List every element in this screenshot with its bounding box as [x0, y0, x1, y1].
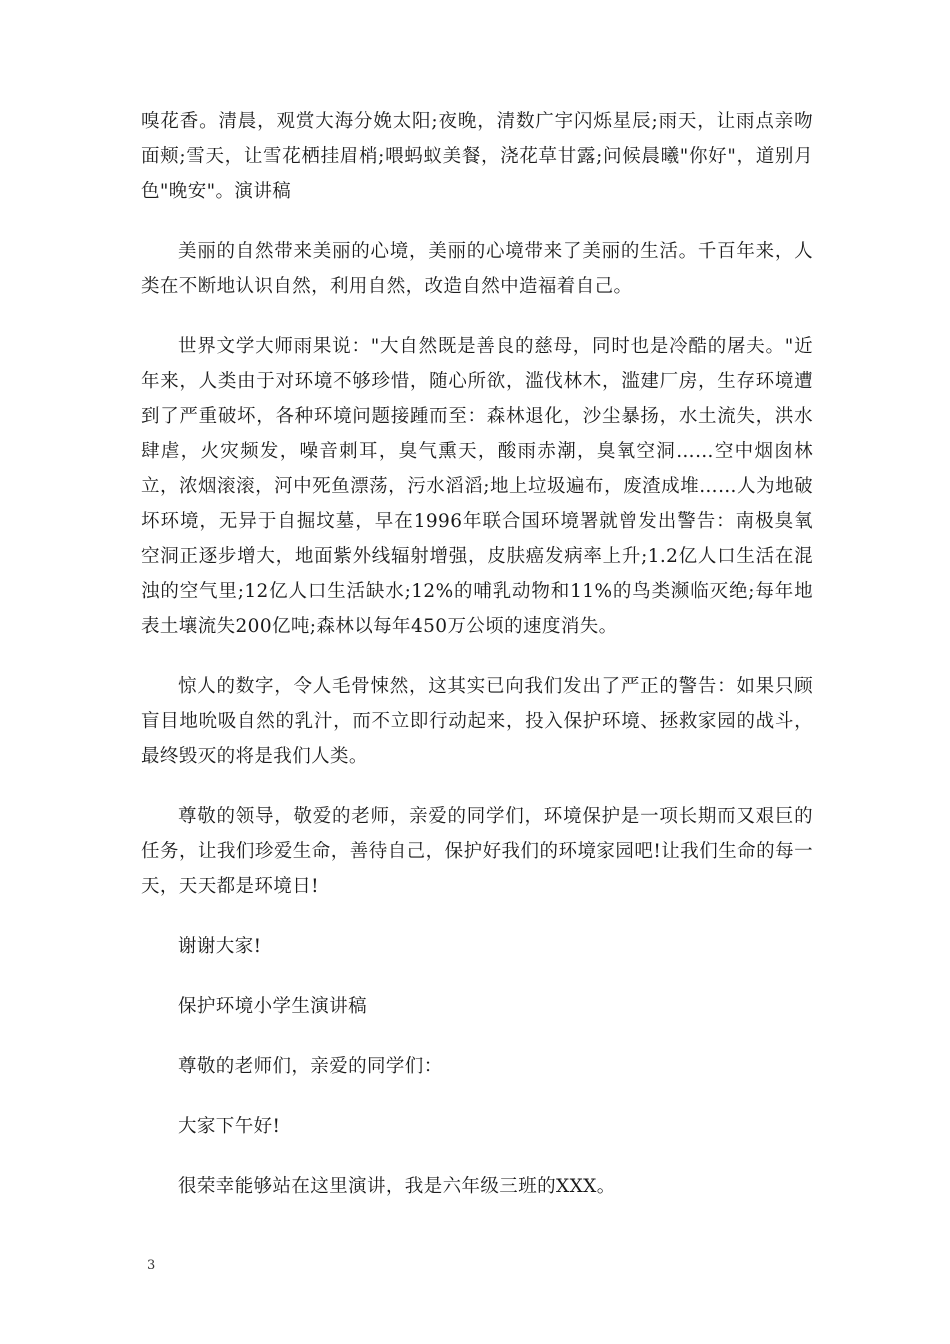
- page-number: 3: [147, 1258, 156, 1273]
- paragraph: 美丽的自然带来美丽的心境，美丽的心境带来了美丽的生活。千百年来，人类在不断地认识自然，利用自然，改造自然中造福着自己。: [141, 241, 813, 297]
- paragraph-hugo-quote: 世界文学大师雨果说："大自然既是善良的慈母，同时也是冷酷的屠夫。"近年来，人类由于对环境不够珍惜，随心所欲，滥伐林木，滥建厂房，生存环境遭到了严重破坏，各种环境问题接踵而至：森林退化，沙尘暴扬，水土流失，洪水肆虐，火灾频发，噪音刺耳，臭气熏天，酸雨赤潮，臭氧空洞……空中烟囱林立，浓烟滚滚，河中死鱼漂荡，污水滔滔;地上垃圾遍布，废渣成堆……人为地破坏环境，无异于自掘坟墓，早在1996年联合国环境署就曾发出警告：南极臭氧空洞正逐步增大，地面紫外线辐射增强，皮肤癌发病率上升;1.2亿人口生活在混浊的空气里;12亿人口生活缺水;12%的哺乳动物和11%的鸟类濒临灭绝;每年地表土壤流失200亿吨;森林以每年450万公顷的速度消失。: [141, 336, 813, 637]
- paragraph-intro: 很荣幸能够站在这里演讲，我是六年级三班的XXX。: [178, 1176, 616, 1197]
- paragraph-thanks: 谢谢大家!: [178, 936, 262, 957]
- paragraph-greeting: 尊敬的老师们，亲爱的同学们：: [178, 1056, 443, 1077]
- section-heading: 保护环境小学生演讲稿: [178, 996, 368, 1017]
- paragraph-warning: 惊人的数字，令人毛骨悚然，这其实已向我们发出了严正的警告：如果只顾盲目地吮吸自然的乳汁，而不立即行动起来，投入保护环境、拯救家园的战斗，最终毁灭的将是我们人类。: [141, 676, 813, 767]
- paragraph-continued: 嗅花香。清晨，观赏大海分娩太阳;夜晚，清数广宇闪烁星辰;雨天，让雨点亲吻面颊;雪天，让雪花栖挂眉梢;喂蚂蚁美餐，浇花草甘露;问候晨曦"你好"，道别月色"晚安"。演讲稿: [141, 111, 813, 202]
- paragraph-appeal: 尊敬的领导，敬爱的老师，亲爱的同学们，环境保护是一项长期而又艰巨的任务，让我们珍爱生命，善待自己，保护好我们的环境家园吧!让我们生命的每一天，天天都是环境日!: [141, 806, 813, 897]
- document-body: [141, 104, 813, 1229]
- paragraph-salutation: 大家下午好!: [178, 1116, 281, 1137]
